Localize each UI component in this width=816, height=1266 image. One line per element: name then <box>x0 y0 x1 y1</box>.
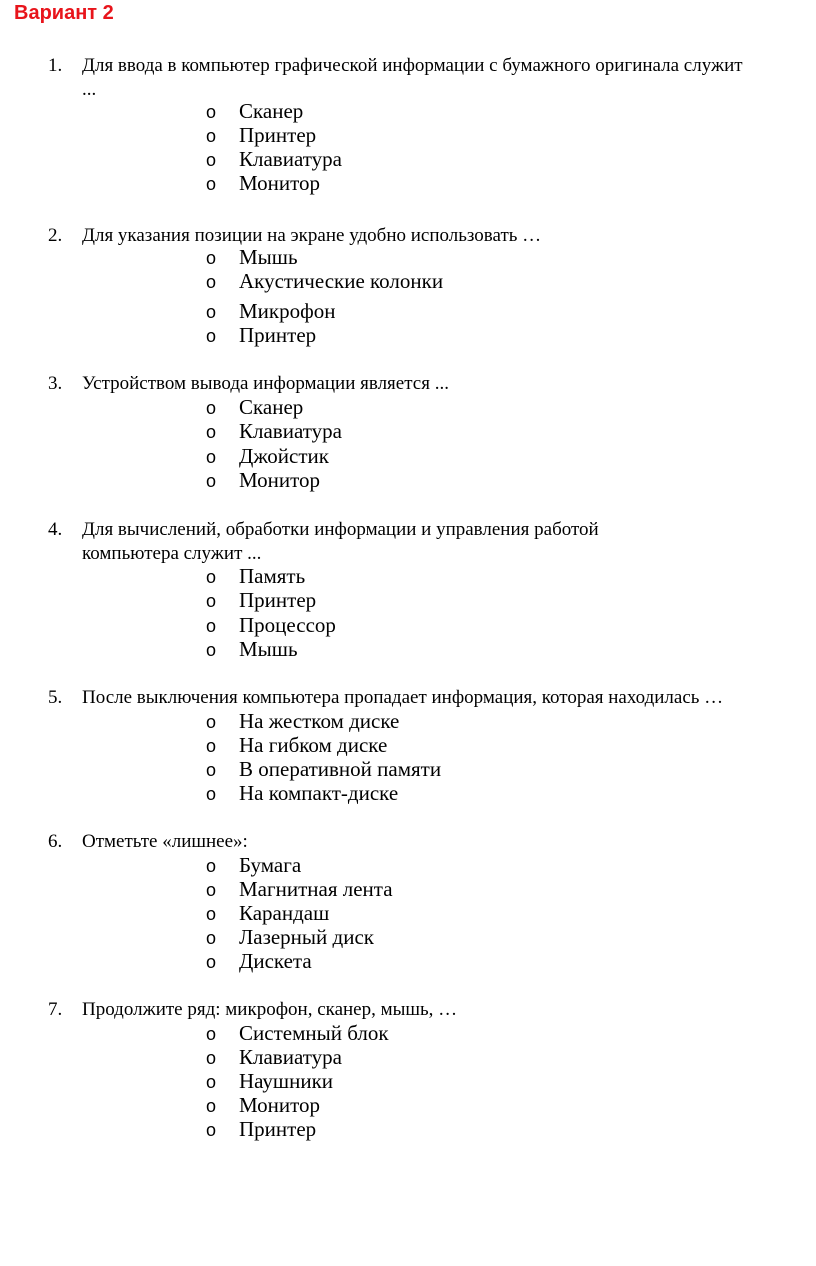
answer-option-label: Монитор <box>239 171 321 195</box>
answer-option[interactable] <box>0 324 816 348</box>
answer-option[interactable] <box>0 396 816 420</box>
question-text <box>82 518 814 566</box>
answer-option-label: Акустические колонки <box>239 269 444 293</box>
answer-option-label: Память <box>239 564 306 588</box>
answer-option-label: Принтер <box>239 123 317 147</box>
circle-bullet-icon: o <box>206 928 217 948</box>
answer-option[interactable] <box>0 1070 816 1094</box>
circle-bullet-icon: o <box>206 1048 217 1068</box>
circle-bullet-icon: o <box>206 616 217 636</box>
answer-option-label: Системный блок <box>239 1021 389 1045</box>
answer-option-label: Наушники <box>239 1069 334 1093</box>
answer-option[interactable] <box>0 782 816 806</box>
answer-option-label: Бумага <box>239 853 302 877</box>
question-text-line: компьютера служит ... <box>82 543 262 564</box>
answer-option[interactable] <box>0 710 816 734</box>
question-text <box>82 54 814 102</box>
answer-option[interactable] <box>0 300 816 324</box>
answer-option[interactable] <box>0 445 816 469</box>
question-text-line: После выключения компьютера пропадает информация, которая находилась … <box>82 687 724 708</box>
answer-option-label: Джойстик <box>239 444 329 468</box>
circle-bullet-icon: o <box>206 736 217 756</box>
answer-option-label: Принтер <box>239 323 317 347</box>
question-text-line: Продолжите ряд: микрофон, сканер, мышь, … <box>82 999 458 1020</box>
answer-option-label: Принтер <box>239 1117 317 1141</box>
answer-option[interactable] <box>0 854 816 878</box>
answer-option-label: Магнитная лента <box>239 877 393 901</box>
question-number: 3. <box>48 373 63 394</box>
circle-bullet-icon: o <box>206 102 217 122</box>
circle-bullet-icon: o <box>206 174 217 194</box>
question-text-line: Для вычислений, обработки информации и управления работой <box>82 519 599 540</box>
question-text-line: Для указания позиции на экране удобно использовать … <box>82 225 542 246</box>
circle-bullet-icon: o <box>206 880 217 900</box>
circle-bullet-icon: o <box>206 712 217 732</box>
answer-option[interactable] <box>0 734 816 758</box>
answer-option[interactable] <box>0 638 816 662</box>
answer-option-label: На компакт-диске <box>239 781 399 805</box>
circle-bullet-icon: o <box>206 856 217 876</box>
question-text <box>82 998 814 1022</box>
circle-bullet-icon: o <box>206 1024 217 1044</box>
answer-option-label: Монитор <box>239 468 321 492</box>
answer-option[interactable] <box>0 950 816 974</box>
circle-bullet-icon: o <box>206 272 217 292</box>
answer-option-label: Сканер <box>239 99 304 123</box>
circle-bullet-icon: o <box>206 591 217 611</box>
answer-option[interactable] <box>0 270 816 294</box>
question-number: 6. <box>48 831 63 852</box>
answer-option-label: Дискета <box>239 949 312 973</box>
question-text-line: Отметьте «лишнее»: <box>82 831 248 852</box>
answer-option-label: Микрофон <box>239 299 336 323</box>
question-number: 5. <box>48 687 63 708</box>
answer-option-label: Монитор <box>239 1093 321 1117</box>
question-number: 2. <box>48 225 63 246</box>
answer-option[interactable] <box>0 172 816 196</box>
circle-bullet-icon: o <box>206 760 217 780</box>
answer-option[interactable] <box>0 902 816 926</box>
circle-bullet-icon: o <box>206 952 217 972</box>
answer-option[interactable] <box>0 420 816 444</box>
answer-option-label: Принтер <box>239 588 317 612</box>
answer-option[interactable] <box>0 565 816 589</box>
circle-bullet-icon: o <box>206 1096 217 1116</box>
answer-option-label: Сканер <box>239 395 304 419</box>
circle-bullet-icon: o <box>206 248 217 268</box>
variant-title: Вариант 2 <box>14 2 114 24</box>
circle-bullet-icon: o <box>206 1120 217 1140</box>
circle-bullet-icon: o <box>206 784 217 804</box>
circle-bullet-icon: o <box>206 1072 217 1092</box>
circle-bullet-icon: o <box>206 326 217 346</box>
circle-bullet-icon: o <box>206 302 217 322</box>
question-text <box>82 830 814 854</box>
circle-bullet-icon: o <box>206 904 217 924</box>
circle-bullet-icon: o <box>206 150 217 170</box>
answer-option-label: Карандаш <box>239 901 330 925</box>
circle-bullet-icon: o <box>206 567 217 587</box>
answer-option[interactable] <box>0 124 816 148</box>
question-number: 7. <box>48 999 63 1020</box>
answer-option[interactable] <box>0 1022 816 1046</box>
question-text-line: Устройством вывода информации является ... <box>82 373 449 394</box>
answer-option[interactable] <box>0 148 816 172</box>
answer-option[interactable] <box>0 589 816 613</box>
answer-option-label: Процессор <box>239 613 336 637</box>
answer-option-label: Мышь <box>239 637 298 661</box>
answer-option[interactable] <box>0 1094 816 1118</box>
circle-bullet-icon: o <box>206 422 217 442</box>
answer-option-label: Клавиатура <box>239 419 342 443</box>
circle-bullet-icon: o <box>206 398 217 418</box>
question-number: 4. <box>48 519 63 540</box>
answer-option-label: Лазерный диск <box>239 925 374 949</box>
answer-option-label: На жестком диске <box>239 709 400 733</box>
circle-bullet-icon: o <box>206 640 217 660</box>
answer-option[interactable] <box>0 246 816 270</box>
answer-option[interactable] <box>0 878 816 902</box>
question-number: 1. <box>48 55 63 76</box>
answer-option[interactable] <box>0 926 816 950</box>
answer-option[interactable] <box>0 1118 816 1142</box>
answer-option[interactable] <box>0 1046 816 1070</box>
answer-option[interactable] <box>0 614 816 638</box>
circle-bullet-icon: o <box>206 447 217 467</box>
answer-option[interactable] <box>0 469 816 493</box>
question-text <box>82 686 814 710</box>
answer-option-label: На гибком диске <box>239 733 388 757</box>
question-text <box>82 224 814 248</box>
answer-option-label: В оперативной памяти <box>239 757 442 781</box>
answer-option-label: Клавиатура <box>239 147 342 171</box>
question-text-line: Для ввода в компьютер графической информации с бумажного оригинала служит <box>82 55 743 76</box>
answer-option[interactable] <box>0 758 816 782</box>
answer-option-label: Клавиатура <box>239 1045 342 1069</box>
answer-option-label: Мышь <box>239 245 298 269</box>
circle-bullet-icon: o <box>206 471 217 491</box>
question-text-line: ... <box>82 79 97 100</box>
question-text <box>82 372 814 396</box>
answer-option[interactable] <box>0 100 816 124</box>
circle-bullet-icon: o <box>206 126 217 146</box>
